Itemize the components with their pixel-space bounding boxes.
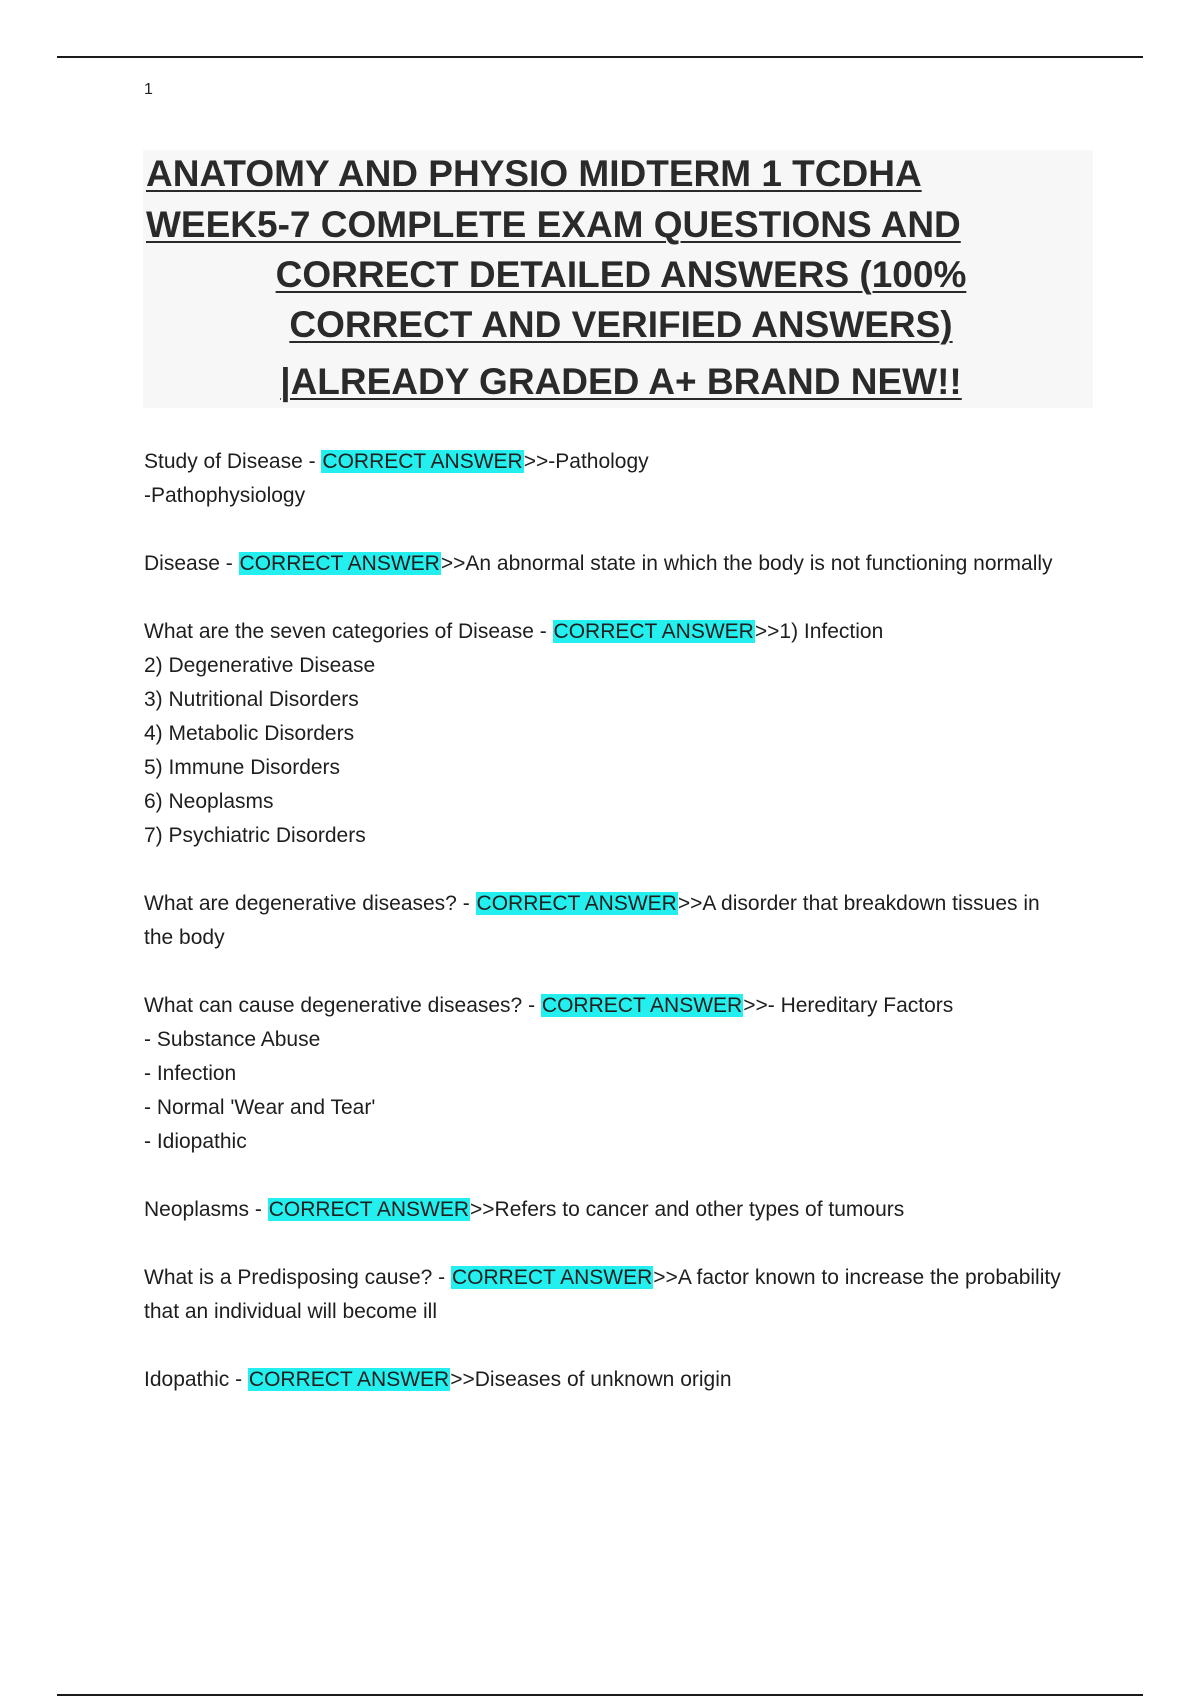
correct-answer-highlight: CORRECT ANSWER xyxy=(268,1198,470,1221)
qa-first-line xyxy=(144,445,1104,479)
answer-line: - Substance Abuse xyxy=(144,1028,321,1051)
qa-first-line xyxy=(144,1363,1104,1397)
qa-item xyxy=(144,547,1104,581)
answer-text: >>- Hereditary Factors xyxy=(743,994,954,1017)
question-text: What are the seven categories of Disease - xyxy=(144,620,553,643)
qa-item xyxy=(144,615,1104,853)
answer-text: >>-Pathology xyxy=(523,450,649,473)
correct-answer-highlight: CORRECT ANSWER xyxy=(553,620,754,643)
answer-line: the body xyxy=(144,926,225,949)
answer-line: -Pathophysiology xyxy=(144,484,306,507)
document-title-line-4: CORRECT AND VERIFIED ANSWERS) xyxy=(289,304,953,345)
answer-text: >>A disorder that breakdown tissues in xyxy=(677,892,1040,915)
qa-item xyxy=(144,1261,1104,1329)
question-text: Disease - xyxy=(144,552,239,575)
qa-list xyxy=(144,445,1104,1431)
qa-item xyxy=(144,445,1104,513)
qa-first-line xyxy=(144,615,1104,649)
qa-first-line xyxy=(144,547,1104,581)
answer-text: >>An abnormal state in which the body is not functioning normally xyxy=(440,552,1053,575)
qa-first-line xyxy=(144,1261,1104,1295)
qa-item xyxy=(144,1363,1104,1397)
correct-answer-highlight: CORRECT ANSWER xyxy=(541,994,743,1017)
answer-line: 3) Nutritional Disorders xyxy=(144,688,359,711)
correct-answer-highlight: CORRECT ANSWER xyxy=(451,1266,653,1289)
qa-item xyxy=(144,887,1104,955)
answer-line: 5) Immune Disorders xyxy=(144,756,341,779)
answer-line: - Idiopathic xyxy=(144,1130,247,1153)
footer-rule xyxy=(57,1694,1143,1696)
qa-item xyxy=(144,1193,1104,1227)
header-rule xyxy=(57,56,1143,58)
answer-line: that an individual will become ill xyxy=(144,1300,437,1323)
answer-text: >>Refers to cancer and other types of tumours xyxy=(470,1198,905,1221)
question-text: Idopathic - xyxy=(144,1368,248,1391)
qa-first-line xyxy=(144,1193,1104,1227)
question-text: What is a Predisposing cause? - xyxy=(144,1266,451,1289)
question-text: What can cause degenerative diseases? - xyxy=(144,994,541,1017)
question-text: Study of Disease - xyxy=(144,450,322,473)
document-title-line-2: WEEK5-7 COMPLETE EXAM QUESTIONS AND xyxy=(146,204,961,245)
correct-answer-highlight: CORRECT ANSWER xyxy=(248,1368,450,1391)
answer-text: >>Diseases of unknown origin xyxy=(450,1368,732,1391)
answer-line: - Infection xyxy=(144,1062,237,1085)
qa-item xyxy=(144,989,1104,1159)
answer-line: 6) Neoplasms xyxy=(144,790,274,813)
answer-line: 4) Metabolic Disorders xyxy=(144,722,355,745)
answer-line: 7) Psychiatric Disorders xyxy=(144,824,366,847)
correct-answer-highlight: CORRECT ANSWER xyxy=(476,892,677,915)
answer-text: >>A factor known to increase the probability xyxy=(653,1266,1061,1289)
question-text: What are degenerative diseases? - xyxy=(144,892,476,915)
qa-first-line xyxy=(144,887,1104,921)
answer-line: - Normal 'Wear and Tear' xyxy=(144,1096,376,1119)
document-title-line-1: ANATOMY AND PHYSIO MIDTERM 1 TCDHA xyxy=(146,153,922,194)
qa-first-line xyxy=(144,989,1104,1023)
correct-answer-highlight: CORRECT ANSWER xyxy=(322,450,523,473)
answer-line: 2) Degenerative Disease xyxy=(144,654,376,677)
answer-text: >>1) Infection xyxy=(754,620,884,643)
correct-answer-highlight: CORRECT ANSWER xyxy=(239,552,440,575)
document-title-line-5: |ALREADY GRADED A+ BRAND NEW!! xyxy=(280,361,962,402)
page-number: 1 xyxy=(144,81,153,98)
document-title-line-3: CORRECT DETAILED ANSWERS (100% xyxy=(275,254,967,295)
question-text: Neoplasms - xyxy=(144,1198,268,1221)
